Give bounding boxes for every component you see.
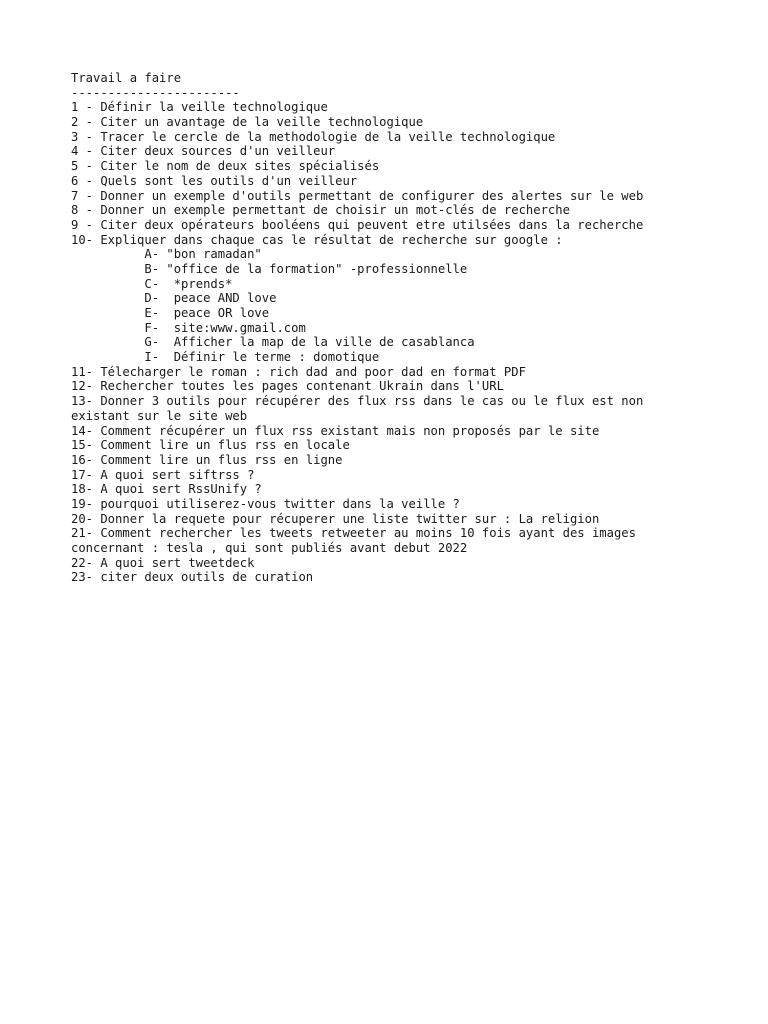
question-line: 20- Donner la requete pour récuperer une liste twitter sur : La religion — [71, 511, 600, 526]
question-line: 21- Comment rechercher les tweets retweeter au moins 10 fois ayant des images — [71, 526, 636, 541]
question-line: 14- Comment récupérer un flux rss existant mais non proposés par le site — [71, 423, 600, 438]
question-list — [71, 100, 751, 585]
question-line: D- peace AND love — [71, 291, 277, 306]
question-line: 2 - Citer un avantage de la veille technologique — [71, 115, 424, 130]
question-line: 8 - Donner un exemple permettant de choisir un mot-clés de recherche — [71, 203, 570, 218]
question-line: 19- pourquoi utiliserez-vous twitter dans la veille ? — [71, 496, 460, 511]
question-line: 3 - Tracer le cercle de la methodologie de la veille technologique — [71, 129, 556, 144]
document-title: Travail a faire — [71, 71, 182, 85]
question-line: 4 - Citer deux sources d'un veilleur — [71, 144, 336, 159]
question-line: 9 - Citer deux opérateurs booléens qui peuvent etre utilsées dans la recherche — [71, 217, 644, 232]
question-line: existant sur le site web — [71, 408, 248, 423]
question-line: 6 - Quels sont les outils d'un veilleur — [71, 173, 358, 188]
question-line: 15- Comment lire un flus rss en locale — [71, 438, 350, 453]
question-line: 22- A quoi sert tweetdeck — [71, 555, 255, 570]
question-line: 11- Télecharger le roman : rich dad and poor dad en format PDF — [71, 364, 526, 379]
question-line: 17- A quoi sert siftrss ? — [71, 467, 255, 482]
question-line: 18- A quoi sert RssUnify ? — [71, 482, 262, 497]
question-line: 5 - Citer le nom de deux sites spécialisés — [71, 159, 380, 174]
question-line: F- site:www.gmail.com — [71, 320, 306, 335]
question-line: G- Afficher la map de la ville de casablanca — [71, 335, 475, 350]
title-underline: ----------------------- — [71, 85, 240, 100]
question-line: 23- citer deux outils de curation — [71, 570, 314, 585]
question-line: concernant : tesla , qui sont publiés avant debut 2022 — [71, 541, 468, 555]
question-line: B- "office de la formation" -professionnelle — [71, 261, 468, 276]
question-line: I- Définir le terme : domotique — [71, 350, 380, 365]
document-page — [71, 71, 751, 585]
question-line: 7 - Donner un exemple d'outils permettant de configurer des alertes sur le web — [71, 188, 644, 203]
question-line: 16- Comment lire un flus rss en ligne — [71, 452, 343, 467]
question-line: C- *prends* — [71, 276, 233, 291]
question-line: 10- Expliquer dans chaque cas le résultat de recherche sur google : — [71, 232, 563, 247]
question-line: E- peace OR love — [71, 306, 270, 320]
question-line: 13- Donner 3 outils pour récupérer des flux rss dans le cas ou le flux est non — [71, 394, 644, 409]
question-line: 12- Rechercher toutes les pages contenant Ukrain dans l'URL — [71, 379, 504, 394]
question-line: A- "bon ramadan" — [71, 247, 262, 262]
question-line: 1 - Définir la veille technologique — [71, 100, 328, 115]
